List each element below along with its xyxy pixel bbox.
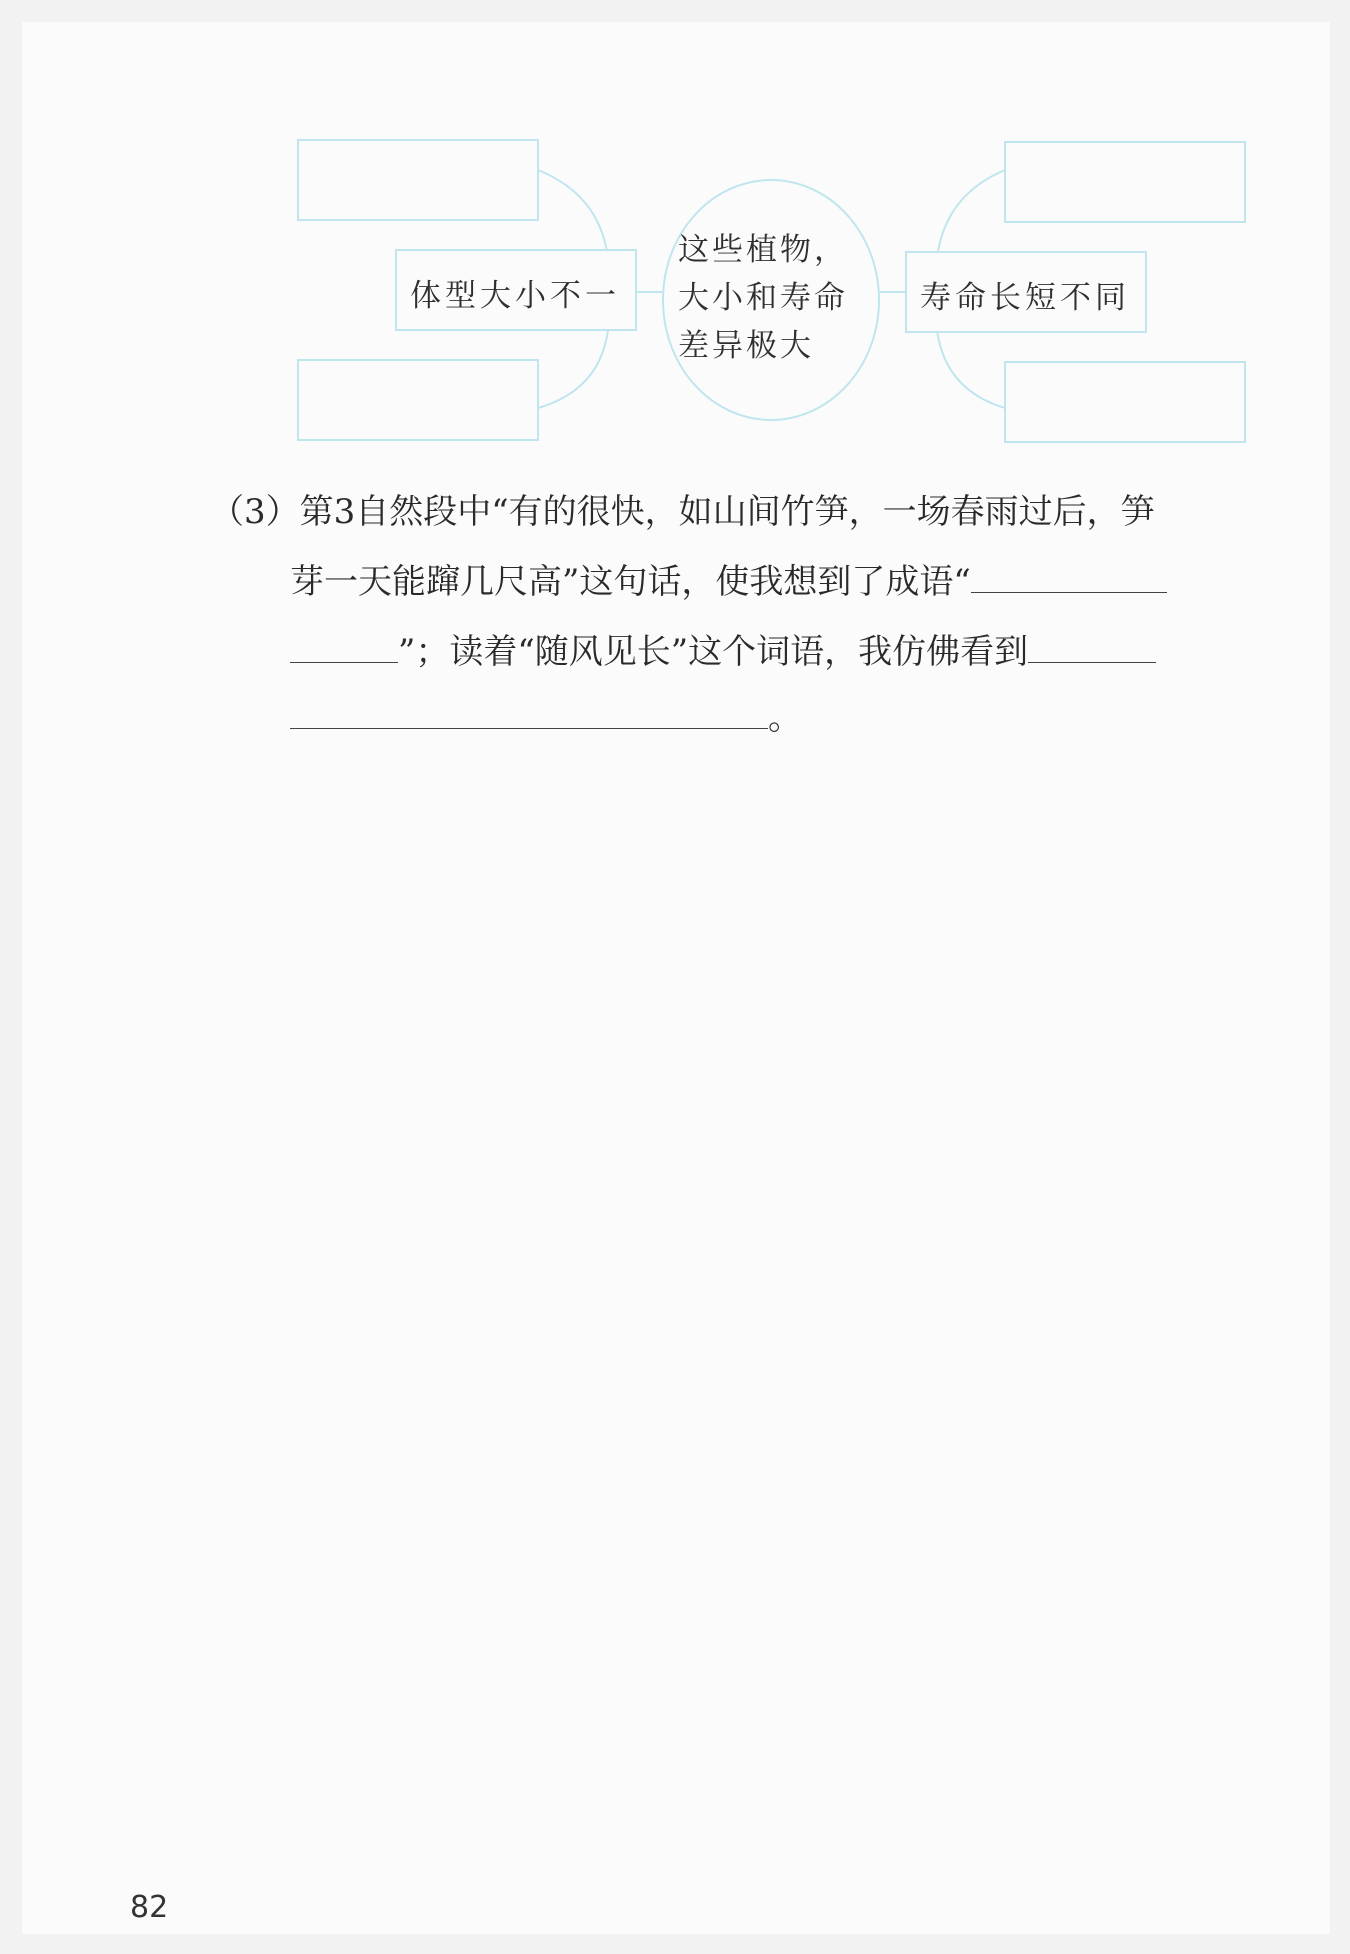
imagine-blank-part-2[interactable]	[290, 692, 768, 729]
center-line-3: 差异极大	[678, 328, 814, 364]
question-number: （3）	[210, 492, 300, 532]
connector-right-top	[937, 170, 1005, 258]
right-top-box	[1005, 142, 1245, 222]
connector-left-top	[538, 170, 608, 258]
center-line-2: 大小和寿命	[678, 280, 848, 316]
question-text-1: 第3自然段中“有的很快，如山间竹笋，一场春雨过后，笋	[299, 492, 1155, 532]
idiom-blank-part-2[interactable]	[290, 626, 398, 663]
center-node-text	[678, 226, 868, 370]
connector-right-bottom	[937, 330, 1005, 408]
left-branch-label: 体型大小不一	[410, 278, 620, 314]
question-line-1	[210, 484, 1155, 533]
mind-map	[0, 0, 1350, 460]
page-number: 82	[130, 1890, 169, 1925]
question-end-mark: 。	[768, 698, 802, 738]
right-branch-label: 寿命长短不同	[920, 280, 1130, 316]
center-line-1: 这些植物，	[678, 232, 848, 268]
left-bottom-box	[298, 360, 538, 440]
right-bottom-box	[1005, 362, 1245, 442]
question-line-2	[290, 554, 1167, 603]
left-top-box	[298, 140, 538, 220]
mind-map-graphic	[0, 0, 1350, 460]
question-line-3	[290, 624, 1156, 673]
idiom-blank-part-1[interactable]	[971, 556, 1167, 593]
connector-left-bottom	[538, 330, 608, 408]
question-text-2: 芽一天能蹿几尺高”这句话，使我想到了成语“	[290, 562, 971, 602]
question-line-4	[290, 690, 802, 739]
imagine-blank-part-1[interactable]	[1028, 626, 1156, 663]
question-text-3: ”；读着“随风见长”这个词语，我仿佛看到	[398, 632, 1029, 672]
